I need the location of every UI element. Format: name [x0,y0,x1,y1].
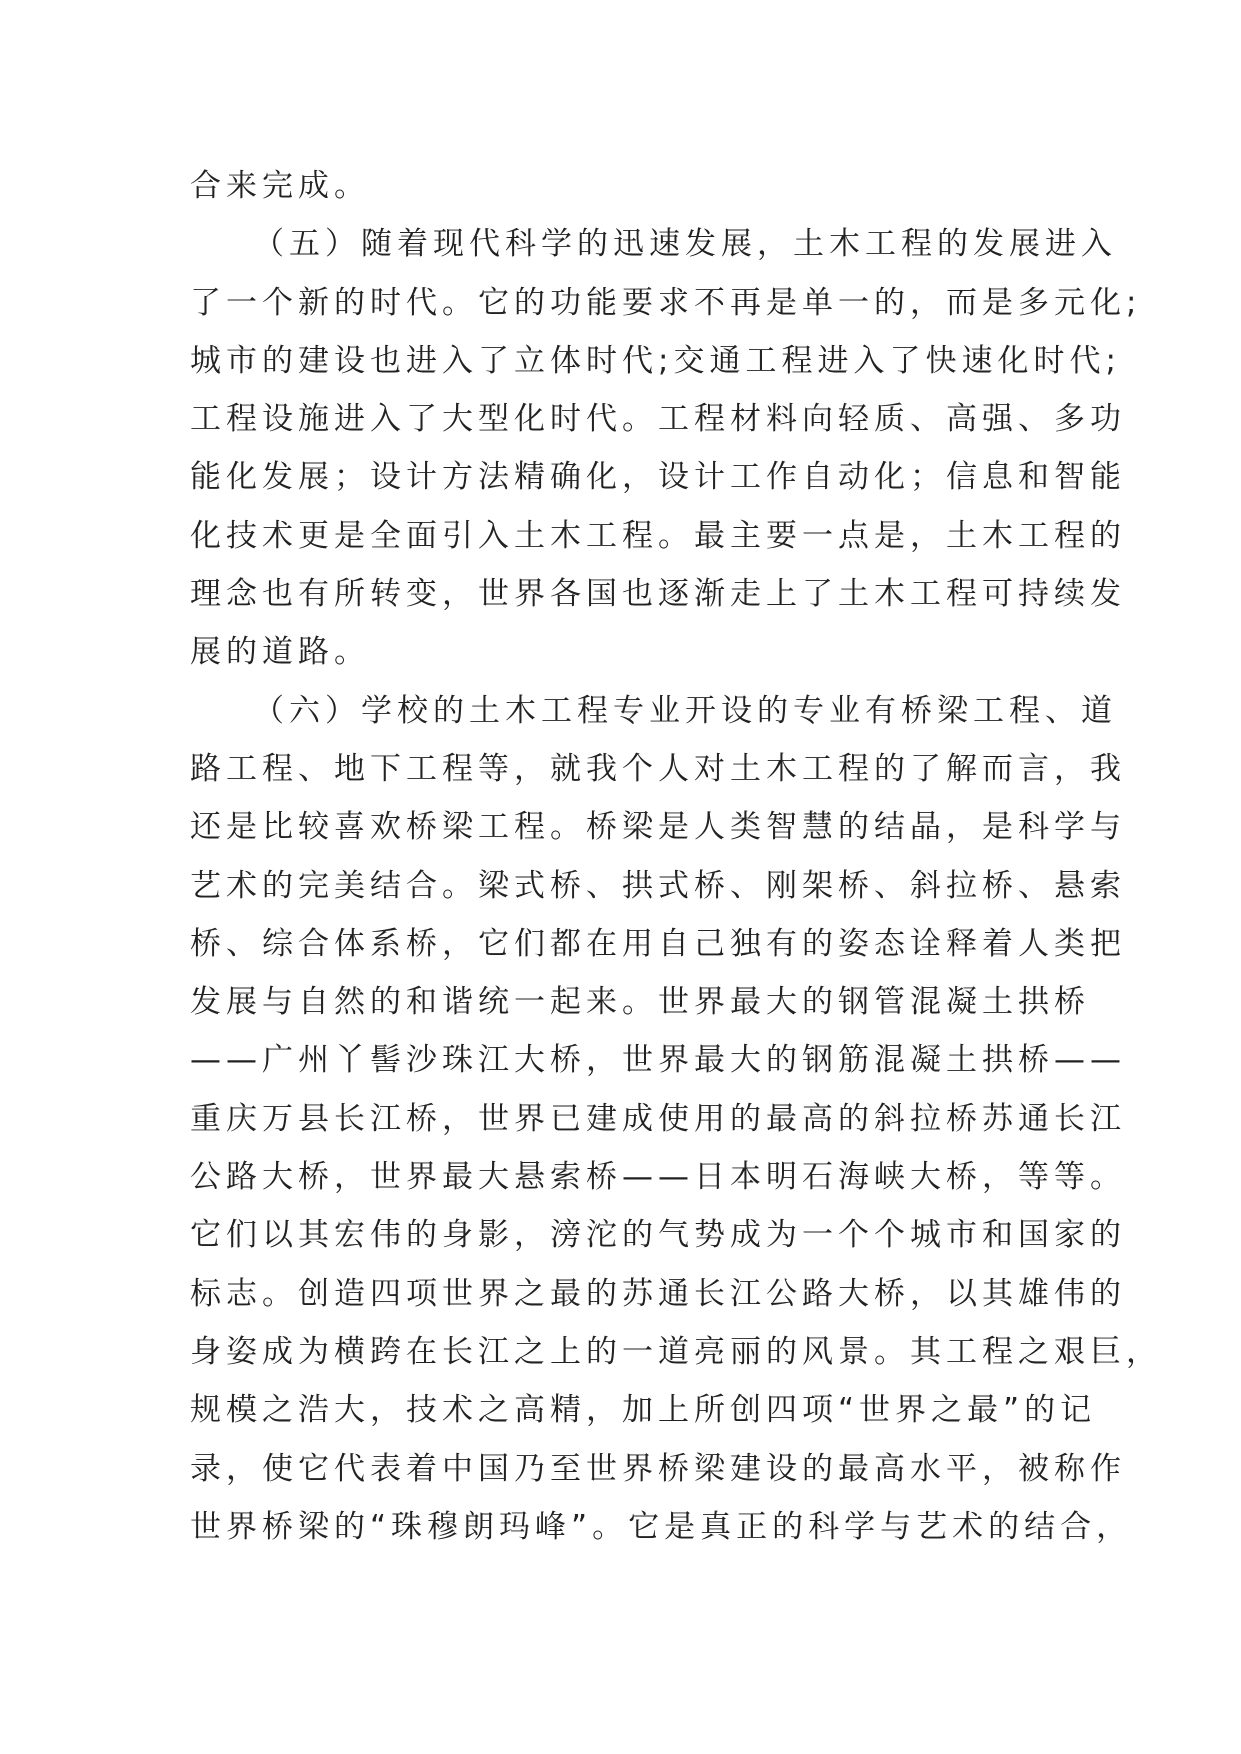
text-line: 路工程、地下工程等，就我个人对土木工程的了解而言，我 [190,750,1126,787]
text-line: 城市的建设也进入了立体时代;交通工程进入了快速化时代; [190,342,1121,379]
text-line: 公路大桥，世界最大悬索桥——日本明石海峡大桥，等等。 [190,1159,1126,1196]
text-line: 标志。创造四项世界之最的苏通长江公路大桥，以其雄伟的 [190,1275,1126,1312]
text-line: 世界桥梁的“珠穆朗玛峰”。它是真正的科学与艺术的结合， [190,1508,1133,1545]
text-line: 它们以其宏伟的身影，滂沱的气势成为一个个城市和国家的 [190,1217,1126,1254]
text-line: 工程设施进入了大型化时代。工程材料向轻质、高强、多功 [190,401,1126,438]
text-line: 桥、综合体系桥，它们都在用自己独有的姿态诠释着人类把 [190,925,1126,962]
text-line: 重庆万县长江桥，世界已建成使用的最高的斜拉桥苏通长江 [190,1100,1126,1137]
text-line: 理念也有所转变，世界各国也逐渐走上了土木工程可持续发 [190,576,1126,613]
text-line: 身姿成为横跨在长江之上的一道亮丽的风景。其工程之艰巨， [190,1333,1162,1370]
text-line: 了一个新的时代。它的功能要求不再是单一的，而是多元化; [190,284,1142,321]
paragraph-start-line: （五）随着现代科学的迅速发展，土木工程的发展进入 [253,226,1117,263]
text-line: 艺术的完美结合。梁式桥、拱式桥、刚架桥、斜拉桥、悬索 [190,867,1126,904]
text-line: 录，使它代表着中国乃至世界桥梁建设的最高水平，被称作 [190,1450,1126,1487]
text-line: 还是比较喜欢桥梁工程。桥梁是人类智慧的结晶，是科学与 [190,809,1126,846]
text-line: 合来完成。 [190,168,370,204]
text-line: 展的道路。 [190,634,370,671]
text-line: 规模之浩大，技术之高精，加上所创四项“世界之最”的记 [190,1392,1097,1429]
paragraph-start-line: （六）学校的土木工程专业开设的专业有桥梁工程、道 [253,692,1117,729]
text-line: 化技术更是全面引入土木工程。最主要一点是，土木工程的 [190,517,1126,554]
text-line: 能化发展；设计方法精确化，设计工作自动化；信息和智能 [190,459,1126,496]
body-text [190,157,1162,1556]
text-line: 发展与自然的和谐统一起来。世界最大的钢管混凝土拱桥 [190,984,1090,1021]
text-line: ——广州丫髻沙珠江大桥，世界最大的钢筋混凝土拱桥—— [190,1042,1126,1079]
